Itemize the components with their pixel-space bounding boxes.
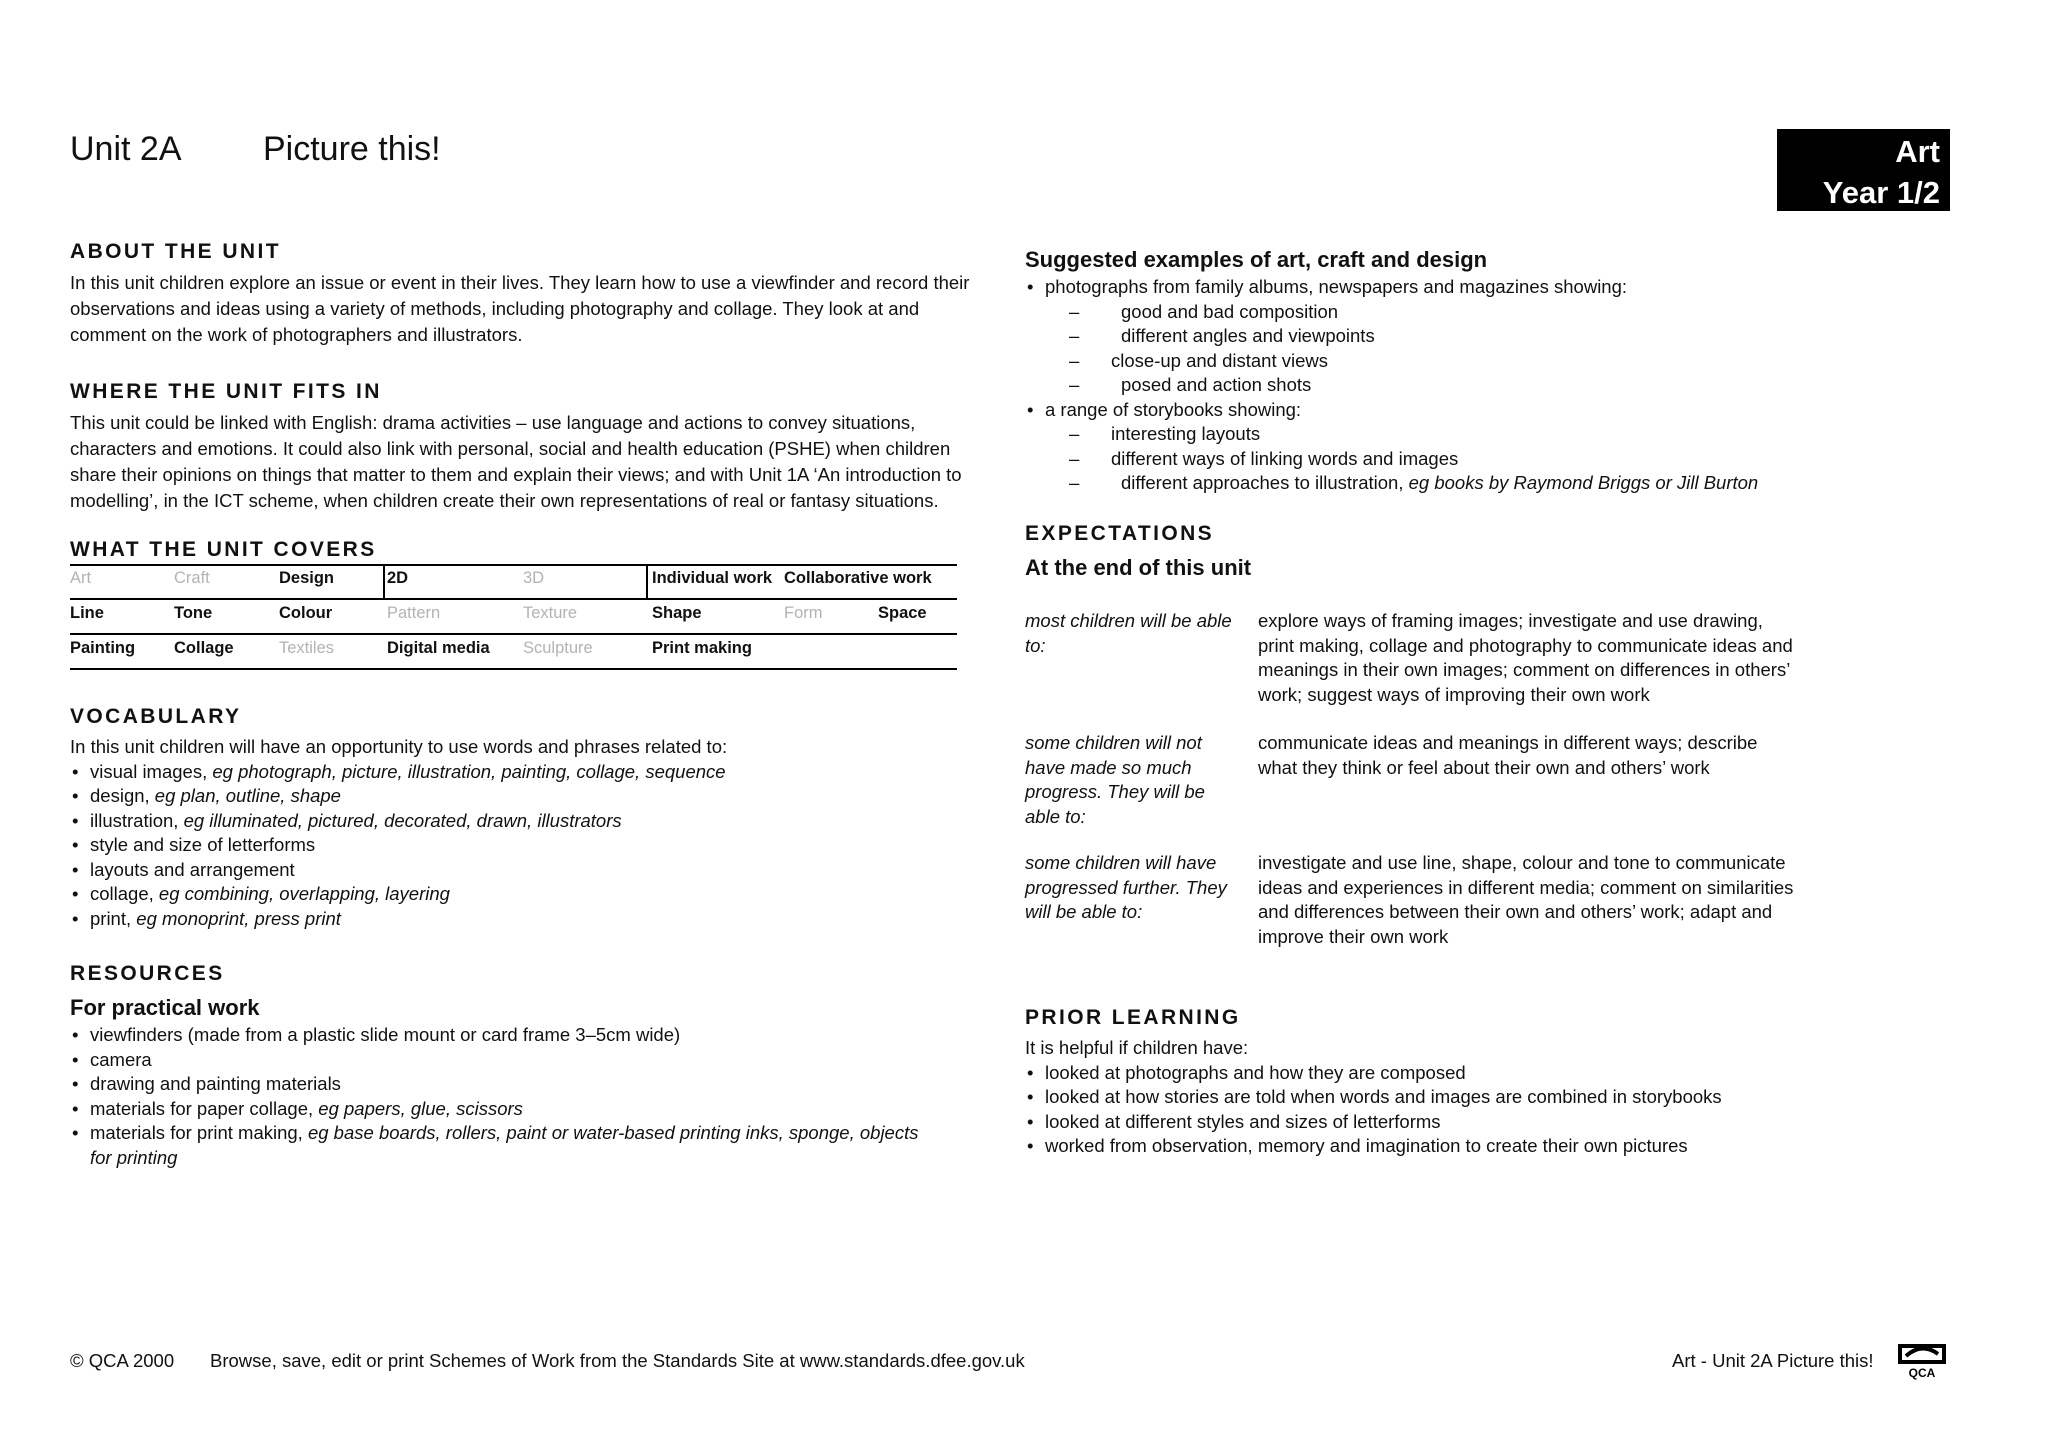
resource-item-examples: eg base boards, rollers, paint or water-based printing inks, sponge, objects for printing (90, 1122, 919, 1168)
footer-site-text: Browse, save, edit or print Schemes of Work from the Standards Site at www.standards.dfee.gov.uk (210, 1350, 1025, 1371)
covers-cell-textiles: Textiles (279, 639, 335, 657)
vocabulary-item (70, 760, 990, 785)
vocabulary-item (70, 809, 990, 834)
copyright: © QCA 2000 (70, 1350, 175, 1371)
resource-item-text: camera (90, 1048, 152, 1070)
vocabulary-item-text: layouts and arrangement (90, 858, 295, 880)
examples-section (1025, 245, 1795, 496)
covers-cell-space: Space (878, 604, 927, 622)
vocabulary-heading: VOCABULARY (70, 705, 242, 728)
examples-item (1025, 422, 1795, 447)
examples-group-label: photographs from family albums, newspapers and magazines showing: (1045, 276, 1628, 297)
examples-item (1025, 471, 1795, 496)
vocabulary-item-text: collage, (90, 883, 159, 904)
covers-cell-texture: Texture (523, 604, 578, 622)
covers-rule-bottom (70, 668, 957, 670)
examples-item (1025, 349, 1795, 374)
covers-cell-design: Design (279, 569, 335, 587)
covers-cell-art: Art (70, 569, 92, 587)
covers-cell-collaborative-work: Collaborative work (784, 569, 932, 587)
covers-rule-2 (70, 633, 957, 635)
resource-item-examples: eg papers, glue, scissors (318, 1097, 523, 1119)
examples-item (1025, 300, 1795, 325)
vocabulary-item-examples: eg combining, overlapping, layering (158, 883, 450, 904)
vocabulary-section (70, 703, 990, 931)
expectation-label: some children will have progressed further. They will be able to: (1025, 852, 1227, 922)
prior-item: • worked from observation, memory and imagination to create their own pictures (1025, 1134, 1795, 1159)
covers-cell-digital-media: Digital media (387, 639, 490, 657)
covers-rule-top (70, 564, 957, 566)
examples-item-text: different angles and viewpoints (1121, 325, 1375, 346)
about-heading: ABOUT THE UNIT (70, 240, 281, 263)
subject-badge (1777, 129, 1950, 211)
covers-cell-2d: 2D (387, 569, 409, 587)
prior-section (1025, 1004, 1795, 1159)
examples-item (1025, 324, 1795, 349)
covers-cell-sculpture: Sculpture (523, 639, 593, 657)
covers-table (70, 564, 957, 670)
resources-subheading: For practical work (70, 995, 260, 1020)
covers-cell-tone: Tone (174, 604, 213, 622)
subject-label: Art (1895, 134, 1940, 169)
resource-item (70, 1023, 930, 1048)
expectations-heading: EXPECTATIONS (1025, 522, 1215, 545)
resource-item (70, 1121, 930, 1170)
covers-cell-form: Form (784, 604, 823, 622)
examples-item-text: interesting layouts (1111, 423, 1261, 444)
examples-body (1025, 275, 1795, 496)
vocabulary-item (70, 833, 990, 858)
prior-intro: It is helpful if children have: (1025, 1037, 1249, 1058)
resources-heading: RESOURCES (70, 962, 225, 985)
unit-title: Picture this! (263, 130, 441, 168)
expectation-text: communicate ideas and meanings in different ways; describe what they think or feel about their own and others’ work (1258, 732, 1758, 778)
prior-item: • looked at how stories are told when words and images are combined in storybooks (1025, 1085, 1795, 1110)
covers-cell-3d: 3D (523, 569, 545, 587)
covers-divider-b (646, 564, 648, 599)
vocabulary-item-text: design, (90, 785, 155, 806)
expectation-label: most children will be able to: (1025, 610, 1232, 656)
resource-item (70, 1048, 930, 1073)
vocabulary-item (70, 858, 990, 883)
covers-cell-collage: Collage (174, 639, 234, 657)
vocabulary-item-text: illustration, (90, 809, 184, 831)
footer-page-ref: Art - Unit 2A Picture this! (1672, 1350, 1874, 1371)
examples-item-text: different ways of linking words and images (1111, 447, 1459, 469)
examples-item-text: good and bad composition (1121, 300, 1339, 322)
examples-item-text: close-up and distant views (1111, 349, 1328, 371)
qca-logo-text: QCA (1908, 1366, 1936, 1380)
resource-item-text: drawing and painting materials (90, 1073, 341, 1094)
covers-cell-pattern: Pattern (387, 604, 441, 622)
about-section (70, 238, 990, 348)
resource-item-text: viewfinders (made from a plastic slide mount or card frame 3–5cm wide) (90, 1024, 681, 1045)
resource-item-text: materials for print making, (90, 1122, 308, 1143)
year-label: Year 1/2 (1822, 175, 1940, 210)
examples-item-text: different approaches to illustration, (1121, 472, 1409, 493)
fits-heading: WHERE THE UNIT FITS IN (70, 380, 382, 403)
vocabulary-intro: In this unit children will have an opportunity to use words and phrases related to: (70, 736, 728, 757)
vocabulary-item-examples: eg illuminated, pictured, decorated, drawn, illustrators (183, 809, 622, 831)
examples-group (1025, 275, 1795, 300)
covers-rule-1 (70, 598, 957, 600)
covers-divider-a (383, 564, 385, 599)
examples-group-label: a range of storybooks showing: (1045, 398, 1302, 420)
qca-logo-graphic (1892, 1340, 1952, 1380)
unit-code: Unit 2A (70, 130, 182, 168)
vocabulary-item (70, 882, 990, 907)
examples-heading: Suggested examples of art, craft and design (1025, 247, 1488, 272)
covers-cell-print-making: Print making (652, 639, 752, 657)
covers-section (70, 536, 990, 564)
vocabulary-item-examples: eg plan, outline, shape (154, 785, 341, 806)
covers-cell-line: Line (70, 604, 104, 622)
vocabulary-list (70, 760, 990, 932)
expectations-section (1025, 520, 1795, 583)
examples-list (1025, 275, 1795, 496)
prior-list (1025, 1061, 1795, 1159)
examples-item-text: posed and action shots (1121, 374, 1312, 395)
vocabulary-item-text: print, (90, 907, 137, 929)
resources-section (70, 960, 990, 1170)
prior-item: • looked at different styles and sizes of letterforms (1025, 1110, 1795, 1135)
vocabulary-item (70, 784, 990, 809)
fits-text: This unit could be linked with English: drama activities – use language and actions to convey situations, characters and emotions. It could also link with personal, social and health education (PSHE) when children share their opinions on things that matter to them and explain their views; and with Unit 1A ‘An introduction to modelling’, in the ICT scheme, when children create their own representations of real or fantasy situations. (70, 412, 962, 511)
prior-item: • looked at photographs and how they are composed (1025, 1061, 1795, 1086)
about-text: In this unit children explore an issue or event in their lives. They learn how to use a viewfinder and record their observations and ideas using a variety of methods, including photography and collage. They look at and comment on the work of photographers and illustrators. (70, 272, 970, 345)
vocabulary-item-examples: eg photograph, picture, illustration, painting, collage, sequence (212, 760, 726, 782)
expectations-subheading: At the end of this unit (1025, 555, 1252, 580)
fits-section (70, 378, 990, 514)
resource-item-text: materials for paper collage, (90, 1097, 319, 1119)
expectation-text: explore ways of framing images; investigate and use drawing, print making, collage and photography to communicate ideas and meanings in their own images; comment on differences in others’ work; suggest ways of improving their own work (1258, 610, 1793, 705)
covers-cell-individual-work: Individual work (652, 569, 773, 587)
examples-item-examples: eg books by Raymond Briggs or Jill Burton (1408, 472, 1759, 493)
covers-cell-colour: Colour (279, 604, 333, 622)
covers-cell-painting: Painting (70, 639, 136, 657)
resources-list (70, 1023, 930, 1170)
covers-cell-shape: Shape (652, 604, 702, 622)
covers-heading: WHAT THE UNIT COVERS (70, 538, 377, 561)
examples-sublist (1025, 300, 1795, 398)
examples-sublist (1025, 422, 1795, 496)
vocabulary-item-examples: eg monoprint, press print (136, 907, 341, 929)
prior-heading: PRIOR LEARNING (1025, 1006, 1241, 1029)
examples-group (1025, 398, 1795, 423)
vocabulary-item-text: style and size of letterforms (90, 834, 316, 855)
examples-item (1025, 447, 1795, 472)
expectation-text: investigate and use line, shape, colour and tone to communicate ideas and experiences in different media; comment on similarities and differences between their own and others’ work; adapt and improve their own work (1258, 852, 1794, 947)
vocabulary-item-text: visual images, (90, 760, 213, 782)
resource-item (70, 1097, 930, 1122)
covers-cell-craft: Craft (174, 569, 210, 587)
resource-item (70, 1072, 930, 1097)
examples-item (1025, 373, 1795, 398)
vocabulary-item (70, 907, 990, 932)
expectation-label: some children will not have made so much progress. They will be able to: (1025, 732, 1205, 827)
qca-logo-icon (1892, 1340, 1952, 1380)
